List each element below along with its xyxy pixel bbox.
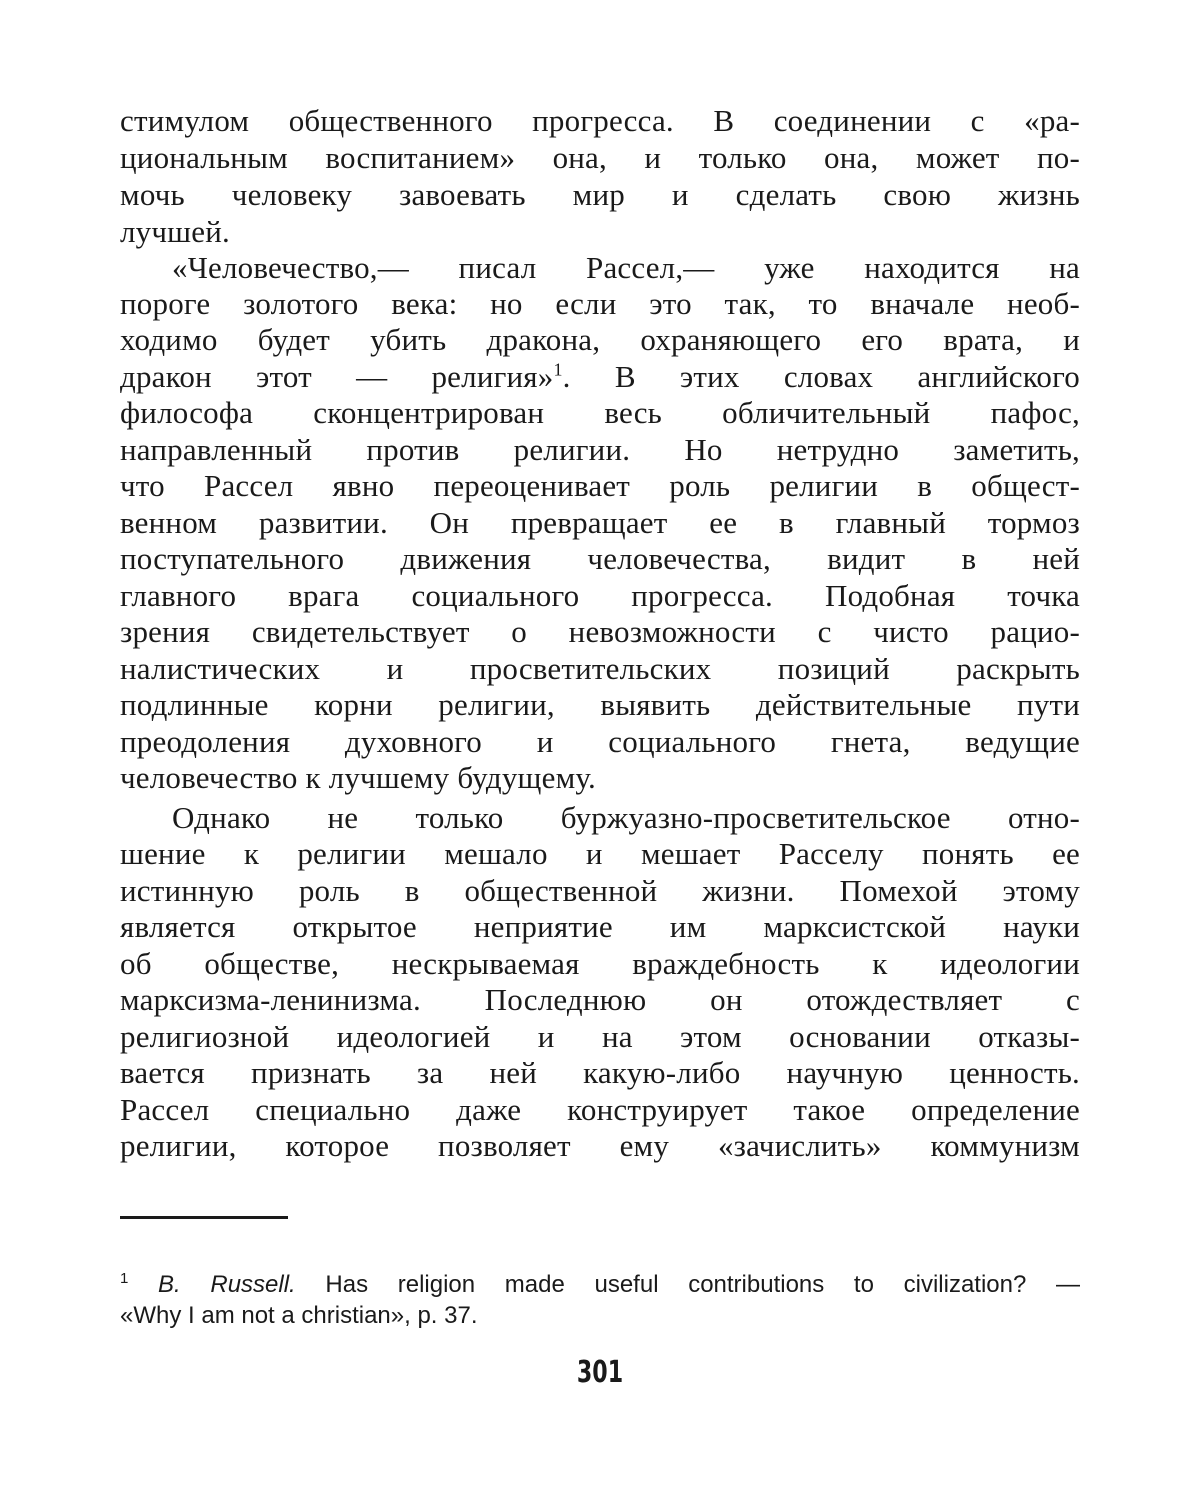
page-number: 301 — [576, 1355, 624, 1390]
body-line: поступательного движения человечества, видит в ней — [120, 541, 1080, 576]
body-line: венном развитии. Он превращает ее в главный тормоз — [120, 505, 1080, 540]
body-line: религиозной идеологией и на этом основании отказы- — [120, 1019, 1080, 1054]
body-line: Рассел специально даже конструирует такое определение — [120, 1092, 1080, 1127]
body-line: циональным воспитанием» она, и только она, может по- — [120, 140, 1080, 175]
footnote-reference: 1 — [553, 359, 563, 380]
body-line: является открытое неприятие им марксистской науки — [120, 909, 1080, 944]
footnote-marker: 1 — [120, 1270, 129, 1287]
body-line: вается признать за ней какую-либо научную ценность. — [120, 1055, 1080, 1090]
body-line: стимулом общественного прогресса. В соединении с «ра- — [120, 103, 1080, 138]
body-line: мочь человеку завоевать мир и сделать свою жизнь — [120, 177, 1080, 212]
body-line: философа сконцентрирован весь обличительный пафос, — [120, 395, 1080, 430]
body-line: зрения свидетельствует о невозможности с чисто рацио- — [120, 614, 1080, 649]
body-line: истинную роль в общественной жизни. Помехой этому — [120, 873, 1080, 908]
footnote-line — [120, 1270, 1080, 1300]
body-line: лучшей. — [120, 214, 230, 249]
footnote-separator-rule — [120, 1216, 288, 1219]
body-line: направленный против религии. Но нетрудно заметить, — [120, 432, 1080, 467]
body-line: марксизма-ленинизма. Последнюю он отождествляет с — [120, 982, 1080, 1017]
body-line: шение к религии мешало и мешает Расселу понять ее — [120, 836, 1080, 871]
paragraph-first-line: «Человечество,— писал Рассел,— уже находится на — [172, 250, 1080, 285]
body-line: что Рассел явно переоценивает роль религии в общест- — [120, 468, 1080, 503]
body-line-with-footnote-ref — [120, 358, 1080, 395]
body-line: пороге золотого века: но если это так, то вначале необ- — [120, 286, 1080, 321]
paragraph-first-line: Однако не только буржуазно-просветительское отно- — [172, 800, 1080, 835]
body-line: ходимо будет убить дракона, охраняющего его врата, и — [120, 322, 1080, 357]
footnote-title: Has religion made useful contributions to civilization? — — [325, 1271, 1081, 1298]
body-line: подлинные корни религии, выявить действительные пути — [120, 687, 1080, 722]
body-line-text: . В этих словах английского — [562, 359, 1080, 394]
body-line: налистических и просветительских позиций раскрыть — [120, 651, 1080, 686]
body-line: главного врага социального прогресса. Подобная точка — [120, 578, 1080, 613]
body-line: преодоления духовного и социального гнета, ведущие — [120, 724, 1080, 759]
body-line: человечество к лучшему будущему. — [120, 760, 596, 795]
body-line-text: дракон этот — религия» — [120, 359, 554, 394]
footnote-line: «Why I am not a christian», p. 37. — [120, 1302, 478, 1329]
body-line: религии, которое позволяет ему «зачислить» коммунизм — [120, 1128, 1080, 1163]
body-line: об обществе, нескрываемая враждебность к идеологии — [120, 946, 1080, 981]
footnote-author: B. Russell. — [158, 1271, 296, 1298]
